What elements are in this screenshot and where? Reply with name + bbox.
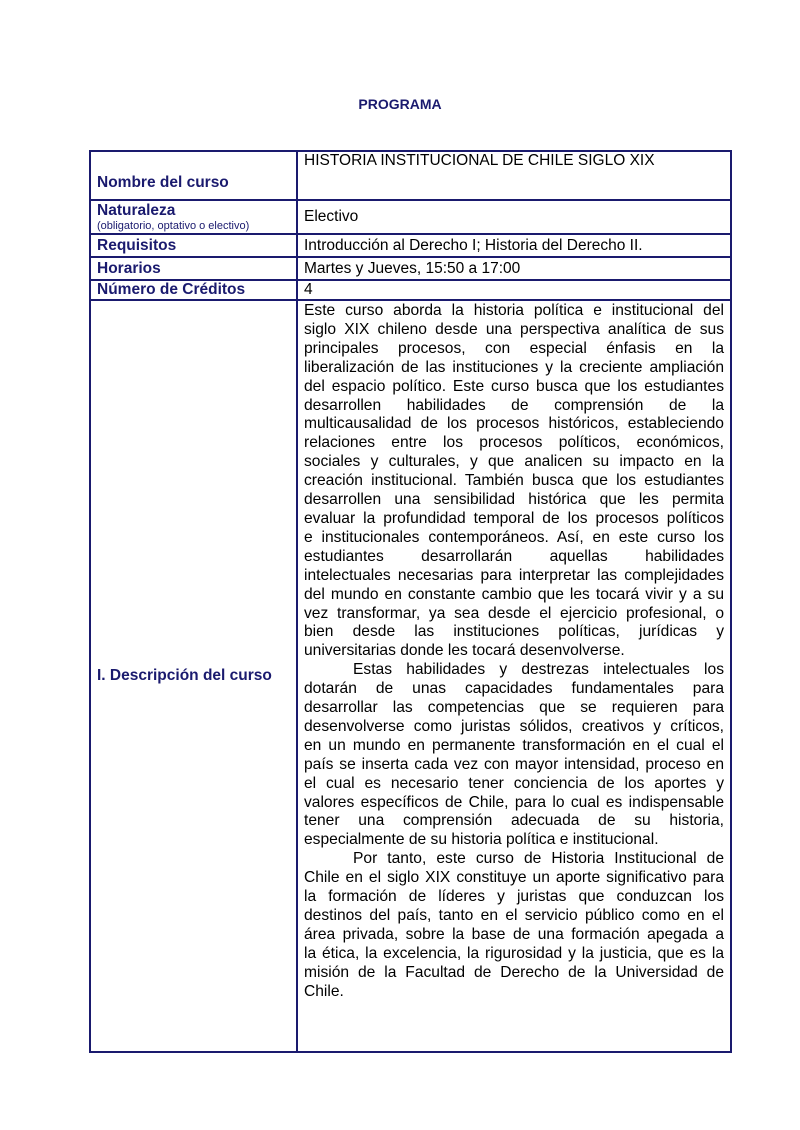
label-horarios: Horarios [90, 257, 297, 280]
row-horarios [90, 257, 731, 280]
value-horarios: Martes y Jueves, 15:50 a 17:00 [297, 257, 731, 280]
description-line: evaluar la profundidad temporal de los procesos políticos [304, 509, 724, 527]
value-creditos: 4 [297, 280, 731, 300]
description-line: desarrollar las competencias que se requieren para [304, 699, 724, 717]
description-line: Chile en el siglo XIX constituye un aporte significativo para [304, 869, 724, 887]
description-line: Por tanto, este curso de Historia Institucional de [353, 850, 724, 868]
description-line: intelectuales necesarias para interpretar las complejidades [304, 566, 724, 584]
label-naturaleza [90, 200, 297, 234]
description-line: Estas habilidades y destrezas intelectuales los [353, 661, 724, 679]
description-line: desenvolverse como juristas sólidos, creativos y críticos, [304, 717, 724, 735]
description-line: especialmente de su historia política e institucional. [304, 831, 659, 849]
description-body [304, 302, 724, 1002]
description-line: destinos del país, tanto en el servicio público como en el [304, 907, 724, 924]
value-nombre: HISTORIA INSTITUCIONAL DE CHILE SIGLO XIX [297, 151, 731, 200]
description-line: Este curso aborda la historia política e institucional del [304, 302, 724, 319]
description-line: la ética, la excelencia, la rigurosidad y la justicia, que es la [304, 944, 724, 962]
description-line: relaciones entre los procesos políticos, económicos, [304, 434, 724, 452]
description-line: creación institucional. También busca que los estudiantes [304, 472, 724, 490]
description-line: multicausalidad de los procesos históricos, estableciendo [304, 415, 724, 433]
row-naturaleza [90, 200, 731, 234]
description-line: universitarias donde les tocará desenvolverse. [304, 642, 625, 660]
description-line: valores específicos de Chile, para lo cual es indispensable [304, 793, 724, 811]
description-line: misión de la Facultad de Derecho de la Universidad de [304, 963, 724, 981]
course-table [89, 150, 732, 1053]
label-requisitos: Requisitos [90, 234, 297, 257]
row-descripcion [90, 300, 731, 1052]
label-nombre: Nombre del curso [90, 151, 297, 200]
description-line: liberalización de las instituciones y la creciente ampliación [304, 358, 724, 376]
value-naturaleza: Electivo [297, 200, 731, 234]
description-line: desarrollen habilidades de comprensión de la [304, 396, 724, 414]
label-descripcion: I. Descripción del curso [90, 300, 297, 1052]
description-line: principales procesos, con especial énfasis en la [304, 339, 724, 357]
naturaleza-sublabel: (obligatorio, optativo o electivo) [97, 220, 250, 232]
page-title: PROGRAMA [358, 96, 442, 112]
description-line: Chile. [304, 982, 344, 1000]
description-line: estudiantes desarrollarán aquellas habilidades [304, 547, 724, 565]
row-requisitos [90, 234, 731, 257]
description-line: e institucionales contemporáneos. Así, en este curso los [304, 528, 724, 546]
description-line: del espacio político. Este curso busca que los estudiantes [304, 377, 724, 395]
description-line: siglo XIX chileno desde una perspectiva analítica de sus [304, 320, 724, 338]
description-line: tener una comprensión adecuada de su historia, [304, 812, 724, 830]
description-line: en un mundo en permanente transformación en el cual el [304, 736, 724, 754]
description-line: sociales y culturales, y que analicen su impacto en la [304, 453, 724, 471]
description-line: vez transformar, ya sea desde el ejercicio profesional, o [304, 604, 724, 622]
row-nombre [90, 151, 731, 200]
description-line: desarrollen una sensibilidad histórica que les permita [304, 491, 724, 509]
description-line: el cual es necesario tener conciencia de los aportes y [304, 774, 724, 792]
row-creditos [90, 280, 731, 300]
label-creditos: Número de Créditos [90, 280, 297, 300]
description-line: del mundo en constante cambio que les tocará vivir y a su [304, 585, 724, 603]
description-line: bien desde las instituciones políticas, jurídicas y [304, 623, 724, 641]
value-descripcion [297, 300, 731, 1052]
description-line: área privada, sobre la base de una formación apegada a [304, 925, 724, 943]
description-line: país se inserta cada vez con mayor intensidad, proceso en [304, 755, 724, 773]
description-line: dotarán de unas capacidades fundamentales para [304, 680, 724, 698]
description-line: la formación de líderes y juristas que conduzcan los [304, 888, 724, 906]
value-requisitos: Introducción al Derecho I; Historia del Derecho II. [297, 234, 731, 257]
naturaleza-label: Naturaleza [97, 202, 176, 219]
